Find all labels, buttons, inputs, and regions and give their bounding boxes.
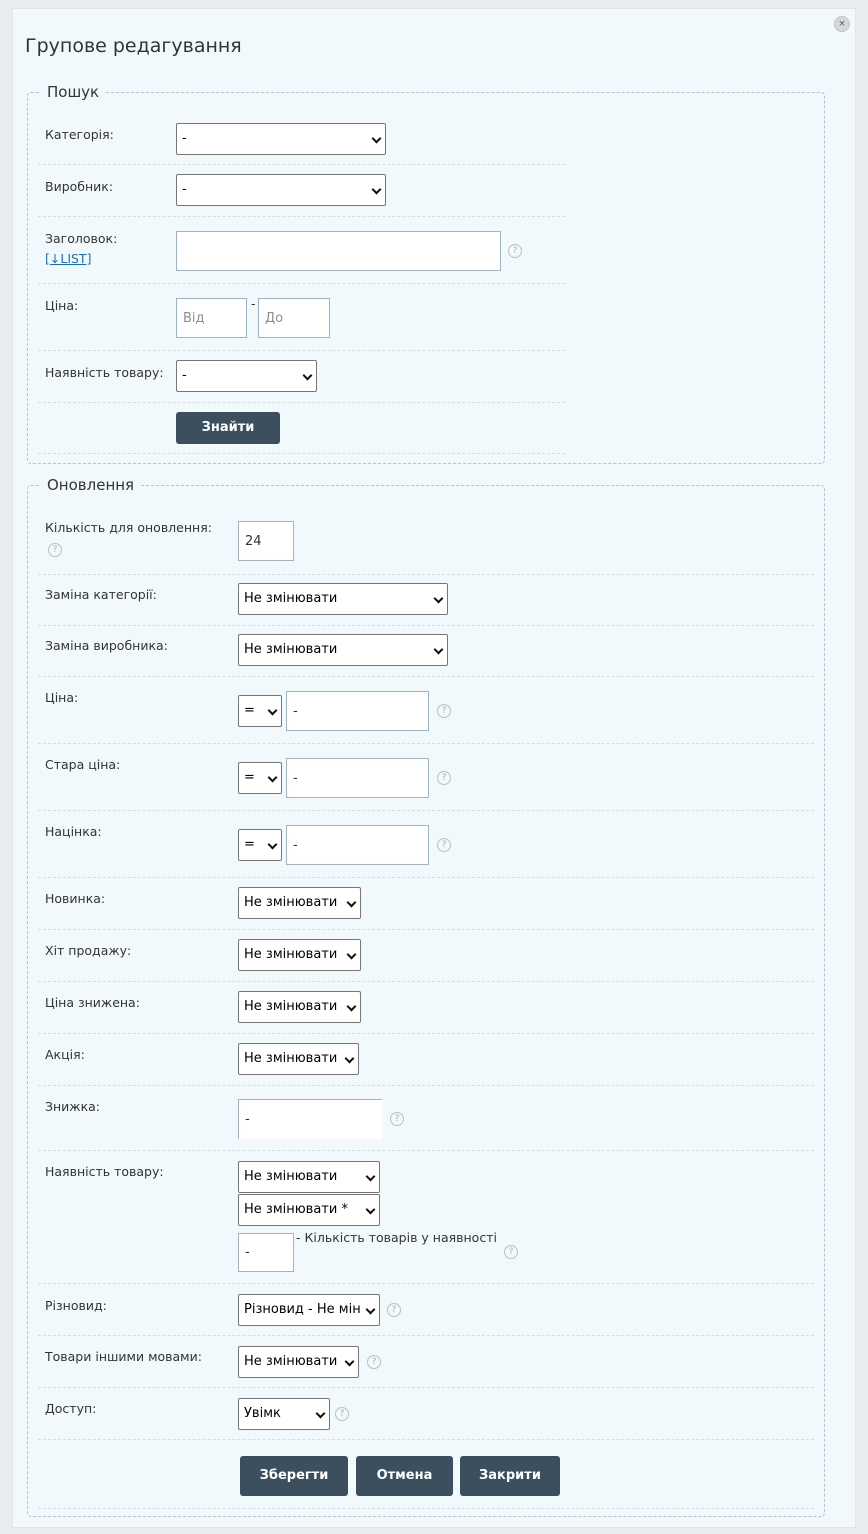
find-button[interactable]: Знайти — [176, 412, 280, 444]
manufacturer-label: Виробник: — [45, 179, 114, 194]
availability-update-label: Наявність товару: — [45, 1164, 164, 1179]
price-label: Ціна: — [45, 298, 79, 313]
count-label: Кількість для оновлення: — [45, 520, 212, 535]
bestseller-select[interactable] — [238, 939, 361, 971]
divider — [38, 877, 814, 878]
chevron-down-icon — [345, 1054, 355, 1064]
price-op-value: = — [244, 703, 255, 718]
chevron-down-icon — [434, 645, 444, 655]
heading-label: Заголовок: — [45, 231, 118, 246]
manufacturer-change-label: Заміна виробника: — [45, 638, 168, 653]
close-button[interactable]: Закрити — [460, 1456, 560, 1496]
manufacturer-change-select[interactable] — [238, 634, 448, 666]
other-languages-select[interactable] — [238, 1346, 359, 1378]
price-reduced-value: Не змінювати — [244, 999, 338, 1014]
price-update-input[interactable]: - — [286, 691, 429, 731]
help-icon[interactable]: ? — [335, 1407, 349, 1421]
divider — [38, 453, 565, 454]
chevron-down-icon — [303, 371, 313, 381]
divider — [38, 1508, 814, 1509]
novelty-value: Не змінювати — [244, 895, 338, 910]
help-icon[interactable]: ? — [367, 1355, 381, 1369]
help-icon[interactable]: ? — [437, 704, 451, 718]
divider — [38, 1335, 814, 1336]
divider — [38, 574, 814, 575]
chevron-down-icon — [345, 1357, 355, 1367]
update-legend: Оновлення — [40, 476, 141, 494]
divider — [38, 1387, 814, 1388]
price-from-input[interactable]: Від — [176, 298, 247, 338]
price-dash: - — [251, 296, 256, 311]
promotion-label: Акція: — [45, 1047, 85, 1062]
chevron-down-icon — [366, 1305, 376, 1315]
bestseller-value: Не змінювати — [244, 947, 338, 962]
stock-qty-input[interactable]: - — [238, 1233, 294, 1272]
search-legend: Пошук — [40, 83, 106, 101]
chevron-down-icon — [347, 950, 357, 960]
availability-status-value: Не змінювати * — [244, 1202, 348, 1217]
access-label: Доступ: — [45, 1401, 97, 1416]
availability-update-value: Не змінювати — [244, 1169, 338, 1184]
chevron-down-icon — [268, 840, 278, 850]
divider — [38, 1085, 814, 1086]
markup-op-value: = — [244, 837, 255, 852]
help-icon[interactable]: ? — [48, 543, 62, 557]
chevron-down-icon — [372, 185, 382, 195]
search-fieldset — [27, 83, 825, 464]
manufacturer-select[interactable] — [176, 174, 386, 206]
category-change-label: Заміна категорії: — [45, 587, 157, 602]
divider — [38, 929, 814, 930]
close-icon[interactable]: × — [834, 16, 850, 32]
discount-label: Знижка: — [45, 1099, 100, 1114]
price-reduced-select[interactable] — [238, 991, 361, 1023]
novelty-select[interactable] — [238, 887, 361, 919]
heading-input[interactable] — [176, 231, 501, 271]
availability-update-select[interactable] — [238, 1161, 380, 1193]
divider — [38, 1150, 814, 1151]
help-icon[interactable]: ? — [437, 838, 451, 852]
old-price-label: Стара ціна: — [45, 757, 121, 772]
divider — [38, 981, 814, 982]
manufacturer-value: - — [182, 182, 187, 197]
promotion-select[interactable] — [238, 1043, 359, 1075]
chevron-down-icon — [268, 706, 278, 716]
help-icon[interactable]: ? — [437, 771, 451, 785]
category-value: - — [182, 131, 187, 146]
divider — [38, 1033, 814, 1034]
divider — [38, 283, 565, 284]
price-op-select[interactable] — [238, 695, 282, 727]
chevron-down-icon — [372, 134, 382, 144]
bestseller-label: Хіт продажу: — [45, 943, 132, 958]
old-price-input[interactable]: - — [286, 758, 429, 798]
help-icon[interactable]: ? — [390, 1112, 404, 1126]
chevron-down-icon — [366, 1172, 376, 1182]
chevron-down-icon — [366, 1205, 376, 1215]
markup-label: Націнка: — [45, 824, 102, 839]
divider — [38, 1283, 814, 1284]
availability-value: - — [182, 368, 187, 383]
markup-op-select[interactable] — [238, 829, 282, 861]
cancel-button[interactable]: Отмена — [356, 1456, 453, 1496]
other-languages-label: Товари іншими мовами: — [45, 1349, 202, 1364]
divider — [38, 1439, 814, 1440]
list-link[interactable]: [↓LIST] — [45, 251, 92, 266]
price-to-input[interactable]: До — [258, 298, 330, 338]
divider — [38, 743, 814, 744]
chevron-down-icon — [434, 594, 444, 604]
count-input[interactable]: 24 — [238, 521, 294, 561]
access-value: Увімк — [244, 1406, 281, 1421]
variety-select[interactable] — [238, 1294, 380, 1326]
category-select[interactable] — [176, 123, 386, 155]
divider — [38, 350, 565, 351]
divider — [38, 164, 565, 165]
availability-select[interactable] — [176, 360, 317, 392]
divider — [38, 402, 565, 403]
chevron-down-icon — [347, 1002, 357, 1012]
save-button[interactable]: Зберегти — [240, 1456, 348, 1496]
chevron-down-icon — [347, 898, 357, 908]
variety-value: Різновид - Не мін — [244, 1302, 361, 1317]
old-price-op-value: = — [244, 770, 255, 785]
other-languages-value: Не змінювати — [244, 1354, 338, 1369]
divider — [38, 676, 814, 677]
category-change-value: Не змінювати — [244, 591, 338, 606]
manufacturer-change-value: Не змінювати — [244, 642, 338, 657]
variety-label: Різновид: — [45, 1298, 107, 1313]
availability-status-select[interactable] — [238, 1194, 380, 1226]
novelty-label: Новинка: — [45, 891, 106, 906]
promotion-value: Не змінювати — [244, 1051, 338, 1066]
old-price-op-select[interactable] — [238, 762, 282, 794]
stock-qty-label: - Кількість товарів у наявності — [296, 1230, 497, 1245]
availability-label: Наявність товару: — [45, 365, 164, 380]
category-label: Категорія: — [45, 127, 114, 142]
divider — [38, 810, 814, 811]
dialog-title: Групове редагування — [25, 35, 242, 57]
price-update-label: Ціна: — [45, 690, 79, 705]
help-icon[interactable]: ? — [504, 1245, 518, 1259]
divider — [38, 216, 565, 217]
category-change-select[interactable] — [238, 583, 448, 615]
access-select[interactable] — [238, 1398, 330, 1430]
help-icon[interactable]: ? — [508, 244, 522, 258]
divider — [38, 625, 814, 626]
update-fieldset — [27, 476, 825, 1517]
discount-input[interactable]: - — [238, 1099, 382, 1139]
price-reduced-label: Ціна знижена: — [45, 995, 140, 1010]
group-edit-dialog — [12, 8, 856, 1528]
chevron-down-icon — [316, 1409, 326, 1419]
markup-input[interactable]: - — [286, 825, 429, 865]
help-icon[interactable]: ? — [387, 1303, 401, 1317]
chevron-down-icon — [268, 773, 278, 783]
